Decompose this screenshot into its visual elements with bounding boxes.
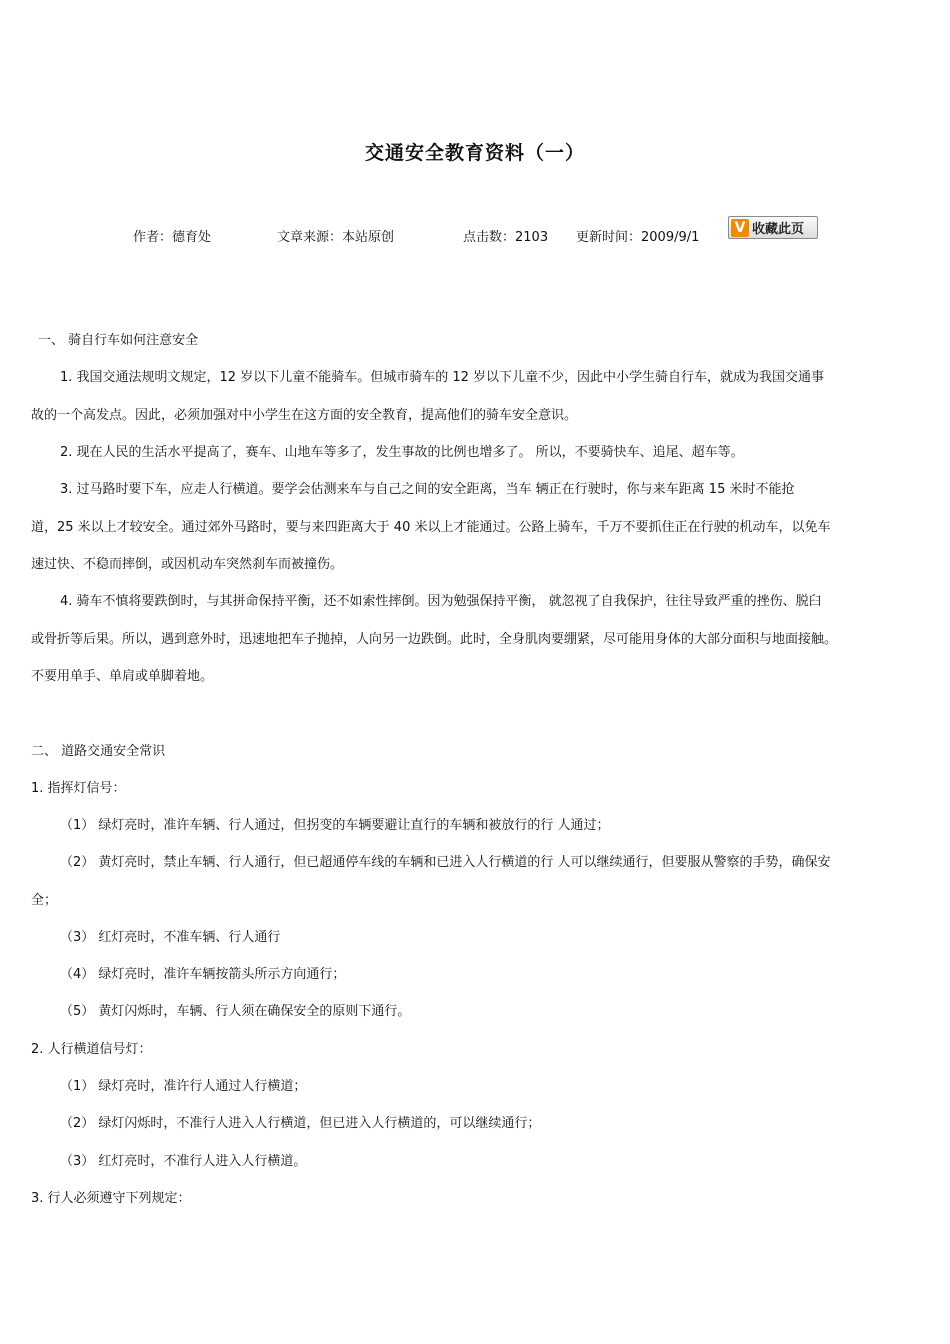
paragraph-2-line-1: 2. 现在人民的生活水平提高了，赛车、山地车等多了，发生事故的比例也增多了。 所以，不要骑快车、追尾、超车等。 xyxy=(60,445,744,460)
paragraph-3-line-2: 道，25 米以上才较安全。通过郊外马路时，要与来四距离大于 40 米以上才能通过。公路上骑车，千万不要抓住正在行驶的机动车，以免车 xyxy=(31,520,831,535)
paragraph-3-line-1: 3. 过马路时要下车，应走人行横道。要学会估测来车与自己之间的安全距离，当车 辆正在行驶时，你与来车距离 15 米时不能抢 xyxy=(60,482,795,497)
click-count-label: 点击数：2103 xyxy=(463,230,549,245)
list-item: 3. 行人必须遵守下列规定： xyxy=(31,1191,191,1206)
list-item: （3） 红灯亮时，不准行人进入人行横道。 xyxy=(60,1154,307,1169)
bookmark-icon: V xyxy=(731,219,749,237)
list-item: （1） 绿灯亮时，准许车辆、行人通过，但拐变的车辆要避让直行的车辆和被放行的行 人通过； xyxy=(60,818,610,833)
paragraph-1-line-2: 故的一个高发点。因此，必须加强对中小学生在这方面的安全教育，提高他们的骑车安全意识。 xyxy=(31,408,578,423)
paragraph-1-line-1: 1. 我国交通法规明文规定，12 岁以下儿童不能骑车。但城市骑车的 12 岁以下儿童不少，因此中小学生骑自行车，就成为我国交通事 xyxy=(60,370,825,385)
list-item: 2. 人行横道信号灯： xyxy=(31,1042,152,1057)
list-item: （3） 红灯亮时，不准车辆、行人通行 xyxy=(60,930,281,945)
author-label: 作者：德育处 xyxy=(133,230,212,245)
section-2-heading: 二、 道路交通安全常识 xyxy=(31,744,166,759)
page-title: 交通安全教育资料（一） xyxy=(364,142,585,164)
bookmark-button[interactable] xyxy=(728,216,818,239)
list-item: （5） 黄灯闪烁时，车辆、行人须在确保安全的原则下通行。 xyxy=(60,1004,411,1019)
paragraph-4-line-1: 4. 骑车不慎将要跌倒时，与其拼命保持平衡，还不如索性摔倒。因为勉强保持平衡， 就忽视了自我保护，往往导致严重的挫伤、脱臼 xyxy=(60,594,822,609)
paragraph-4-line-2: 或骨折等后果。所以，遇到意外时，迅速地把车子抛掉，人向另一边跌倒。此时，全身肌肉要绷紧，尽可能用身体的大部分面积与地面接触。 xyxy=(31,632,838,647)
list-item: 全； xyxy=(31,893,58,908)
paragraph-3-line-3: 速过快、不稳而摔倒，或因机动车突然刹车而被撞伤。 xyxy=(31,557,344,572)
update-time-label: 更新时间：2009/9/1 xyxy=(576,230,700,245)
source-label: 文章来源：本站原创 xyxy=(277,230,395,245)
section-1-heading: 一、 骑自行车如何注意安全 xyxy=(38,333,199,348)
list-item: （1） 绿灯亮时，准许行人通过人行横道； xyxy=(60,1079,307,1094)
bookmark-label: 收藏此页 xyxy=(752,222,805,237)
paragraph-4-line-3: 不要用单手、单肩或单脚着地。 xyxy=(31,669,214,684)
list-item: （2） 绿灯闪烁时，不准行人进入人行横道，但已进入人行横道的，可以继续通行； xyxy=(60,1116,541,1131)
list-item: 1. 指挥灯信号： xyxy=(31,781,126,796)
list-item: （2） 黄灯亮时，禁止车辆、行人通行，但已超通停车线的车辆和已进入人行横道的行 人可以继续通行，但要服从警察的手势，确保安 xyxy=(60,855,831,870)
list-item: （4） 绿灯亮时，准许车辆按箭头所示方向通行； xyxy=(60,967,346,982)
